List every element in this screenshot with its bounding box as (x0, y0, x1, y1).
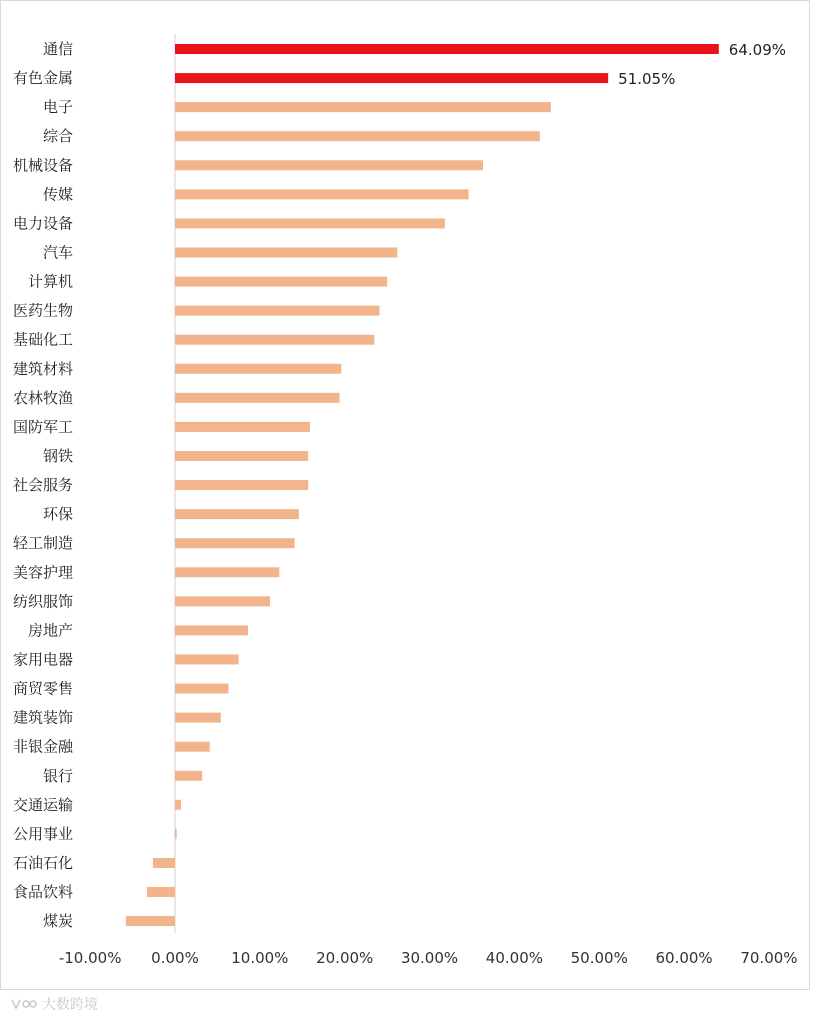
x-tick-label-0: -10.00% (58, 949, 122, 967)
bar-2 (175, 102, 551, 112)
category-label-12: 农林牧渔 (12, 388, 73, 407)
x-tick-label-8: 70.00% (740, 949, 798, 967)
watermark (8, 993, 98, 1015)
bar-26 (175, 800, 181, 810)
category-labels (13, 40, 74, 930)
category-label-6: 电力设备 (12, 214, 73, 233)
bar-7 (175, 247, 397, 257)
bar-16 (175, 509, 299, 519)
bar-1 (175, 73, 608, 83)
x-tick-label-5: 40.00% (485, 949, 544, 967)
category-label-10: 基础化工 (12, 330, 73, 349)
category-label-14: 钢铁 (42, 446, 73, 465)
bar-chart (1, 1, 811, 991)
bar-17 (175, 538, 295, 548)
category-label-29: 食品饮料 (12, 883, 73, 902)
bar-9 (175, 306, 379, 316)
bar-5 (175, 189, 469, 199)
x-tick-label-7: 60.00% (655, 949, 713, 967)
category-label-11: 建筑材料 (12, 359, 73, 378)
category-label-7: 汽车 (42, 243, 73, 262)
category-label-26: 交通运输 (12, 795, 73, 814)
x-tick-label-2: 10.00% (231, 949, 289, 967)
category-label-15: 社会服务 (12, 476, 73, 495)
bar-28 (153, 858, 175, 868)
bar-29 (147, 887, 175, 897)
data-label-0: 64.09% (728, 41, 787, 59)
bar-25 (175, 771, 202, 781)
watermark-text: 大数跨境 (42, 997, 98, 1013)
category-label-20: 房地产 (27, 621, 73, 640)
category-label-23: 建筑装饰 (12, 708, 73, 727)
category-label-30: 煤炭 (42, 912, 73, 931)
data-label-1: 51.05% (618, 70, 676, 89)
category-label-28: 石油石化 (12, 853, 73, 872)
bar-8 (175, 277, 387, 287)
bar-19 (175, 596, 270, 606)
bar-30 (126, 916, 175, 926)
category-label-5: 传媒 (42, 185, 73, 204)
category-label-8: 计算机 (27, 272, 73, 291)
bar-23 (175, 713, 221, 723)
category-label-1: 有色金属 (12, 69, 73, 88)
bar-13 (175, 422, 310, 432)
category-label-13: 国防军工 (12, 417, 73, 436)
bar-0 (175, 44, 719, 54)
bar-21 (175, 654, 239, 664)
bar-6 (175, 218, 445, 228)
bar-4 (175, 160, 483, 170)
bar-27 (175, 829, 177, 839)
bar-20 (175, 625, 248, 635)
x-tick-label-3: 20.00% (316, 949, 374, 967)
category-label-22: 商贸零售 (12, 679, 73, 698)
bars-layer (126, 34, 719, 933)
bar-11 (175, 364, 341, 374)
bar-22 (175, 684, 228, 694)
brand-logo-icon (8, 996, 38, 1012)
category-label-2: 电子 (42, 98, 73, 117)
category-label-21: 家用电器 (12, 650, 73, 669)
category-label-19: 纺织服饰 (12, 592, 73, 611)
category-label-18: 美容护理 (12, 563, 73, 582)
category-label-25: 银行 (42, 766, 73, 785)
bar-15 (175, 480, 308, 490)
bar-10 (175, 335, 374, 345)
bar-24 (175, 742, 210, 752)
x-tick-label-1: 0.00% (151, 949, 199, 967)
category-label-0: 通信 (42, 40, 73, 58)
x-tick-label-6: 50.00% (570, 949, 628, 967)
bar-12 (175, 393, 340, 403)
bar-14 (175, 451, 308, 461)
category-label-17: 轻工制造 (12, 534, 73, 553)
x-axis-tick-labels (59, 949, 798, 967)
category-label-16: 环保 (42, 505, 73, 524)
bar-3 (175, 131, 540, 141)
category-label-24: 非银金融 (12, 737, 73, 756)
x-tick-label-4: 30.00% (400, 949, 459, 967)
category-label-27: 公用事业 (12, 824, 73, 843)
category-label-3: 综合 (42, 127, 73, 146)
category-label-9: 医药生物 (12, 301, 73, 320)
category-label-4: 机械设备 (12, 156, 73, 175)
bar-18 (175, 567, 279, 577)
